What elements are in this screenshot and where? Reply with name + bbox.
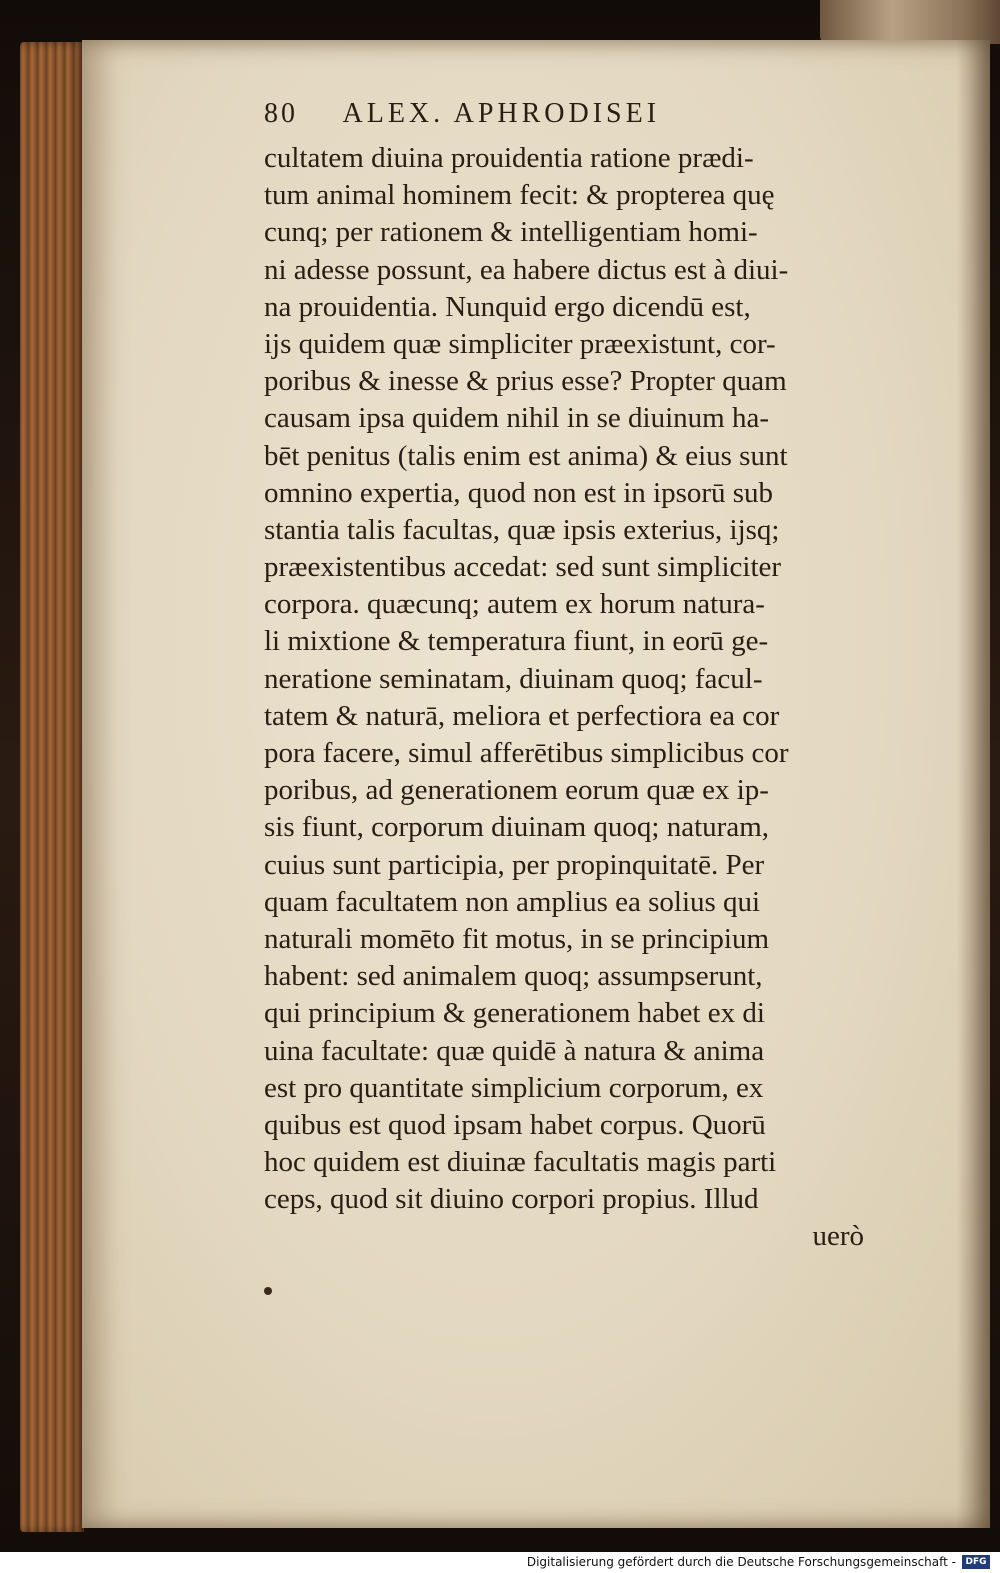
running-title: ALEX. APHRODISEI [342, 98, 661, 129]
page-block-edge [20, 42, 84, 1532]
catchword: uerò [812, 1220, 864, 1253]
text-line: pora facere, simul afferētibus simplicibus cor [264, 737, 789, 769]
text-line: qui principium & generationem habet ex di [264, 997, 765, 1030]
text-line: stantia talis facultas, quæ ipsis exterius, ijsq; [264, 513, 780, 546]
text-line: neratione seminatam, diuinam quoq; facul- [264, 662, 763, 695]
body-text [264, 140, 864, 1256]
text-line: ni adesse possunt, ea habere dictus est à diui- [264, 253, 789, 286]
ink-mark [264, 1287, 272, 1295]
text-line: cuius sunt participia, per propinquitatē. Per [264, 848, 765, 881]
text-line: ijs quidem quæ simpliciter præexistunt, cor- [264, 327, 776, 360]
text-line: tum animal hominem fecit: & propterea quę [264, 179, 775, 212]
binding-fragment [820, 0, 1000, 44]
dfg-logo-icon: DFG [962, 1555, 990, 1569]
page-number: 80 [264, 98, 298, 129]
text-line: cunq; per rationem & intelligentiam homi- [264, 216, 758, 249]
text-line: præexistentibus accedat: sed sunt simpliciter [264, 551, 782, 584]
text-line: quibus est quod ipsam habet corpus. Quorū [264, 1108, 766, 1141]
text-line: quam facultatem non amplius ea solius qui [264, 885, 761, 918]
text-line: est pro quantitate simplicium corporum, ex [264, 1071, 764, 1104]
text-line: ceps, quod sit diuino corpori propius. Illud [264, 1183, 759, 1216]
text-line: naturali momēto fit motus, in se principium [264, 922, 770, 955]
text-line: bēt penitus (talis enim est anima) & eius sunt [264, 439, 788, 472]
text-line: habent: sed animalem quoq; assumpserunt, [264, 960, 763, 993]
text-line: na prouidentia. Nunquid ergo dicendū est, [264, 290, 751, 323]
text-line: omnino expertia, quod non est in ipsorū sub [264, 476, 774, 509]
text-line: uina facultate: quæ quidē à natura & anima [264, 1034, 765, 1067]
running-head [264, 96, 784, 136]
text-line: corpora. quæcunq; autem ex horum natura- [264, 588, 765, 621]
text-line: tatem & naturā, meliora et perfectiora ea cor [264, 699, 780, 732]
text-line: causam ipsa quidem nihil in se diuinum ha- [264, 402, 769, 435]
text-line: cultatem diuina prouidentia ratione prædi- [264, 142, 754, 174]
text-line: sis fiunt, corporum diuinam quoq; naturam, [264, 811, 770, 844]
gutter-shadow [956, 40, 990, 1528]
text-line: li mixtione & temperatura fiunt, in eorū ge- [264, 625, 769, 658]
text-line: hoc quidem est diuinæ facultatis magis parti [264, 1146, 777, 1179]
funding-credit: Digitalisierung gefördert durch die Deutsche Forschungsgemeinschaft - [526, 1555, 956, 1569]
text-line: poribus & inesse & prius esse? Propter quam [264, 365, 787, 398]
text-line: poribus, ad generationem eorum quæ ex ip- [264, 774, 769, 807]
